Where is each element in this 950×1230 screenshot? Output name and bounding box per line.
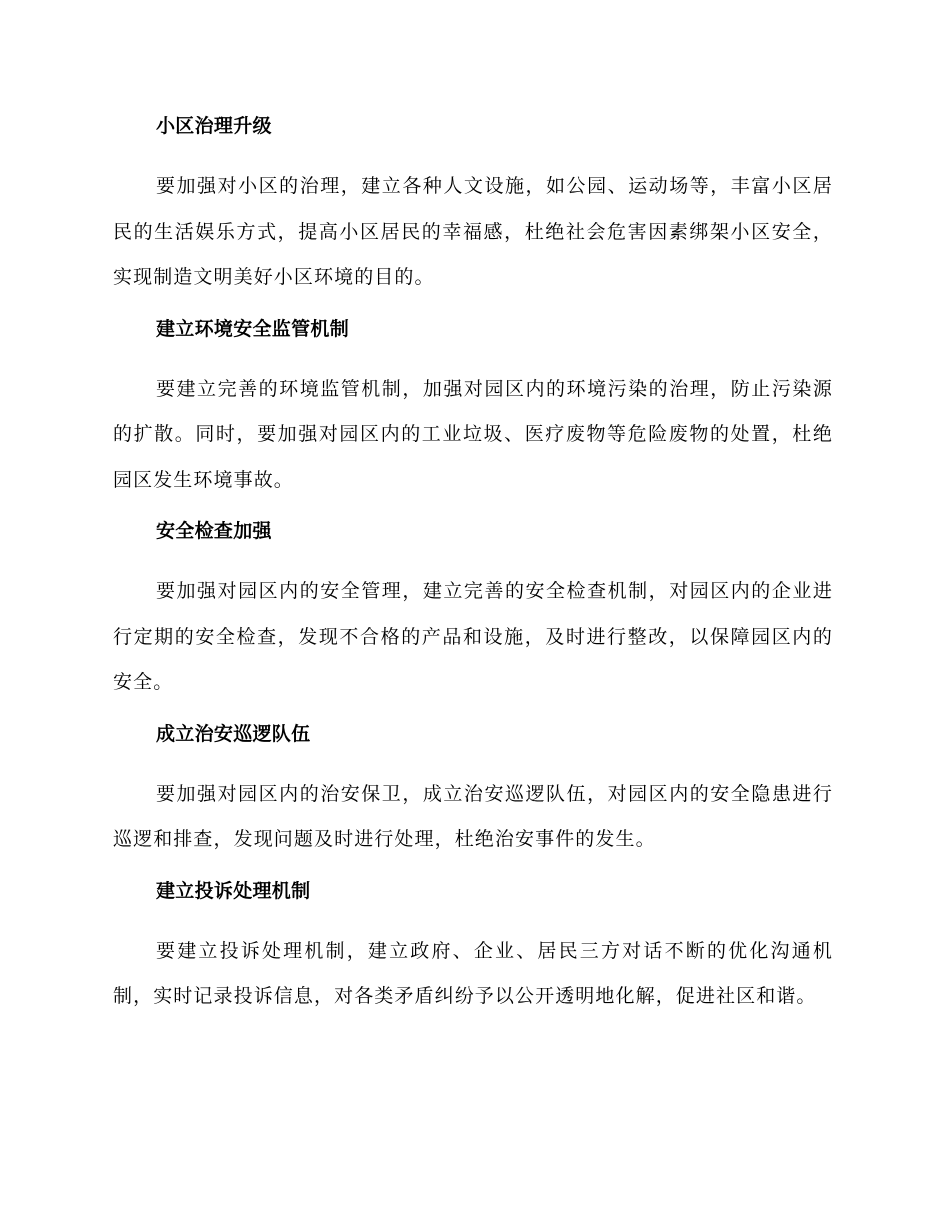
section-paragraph: 要加强对园区内的安全管理，建立完善的安全检查机制，对园区内的企业进行定期的安全检查，发现不合格的产品和设施，及时进行整改，以保障园区内的安全。: [113, 580, 833, 693]
section-paragraph: 要建立投诉处理机制，建立政府、企业、居民三方对话不断的优化沟通机制，实时记录投诉信息，对各类矛盾纠纷予以公开透明地化解，促进社区和谐。: [113, 939, 833, 1007]
section-heading: 小区治理升级: [156, 115, 272, 137]
section-safety-inspection: [113, 515, 833, 706]
section-paragraph: 要加强对小区的治理，建立各种人文设施，如公园、运动场等，丰富小区居民的生活娱乐方式，提高小区居民的幸福感，杜绝社会危害因素绑架小区安全，实现制造文明美好小区环境的目的。: [113, 175, 833, 288]
document-page: [113, 110, 833, 1032]
section-community-governance: [113, 110, 833, 301]
section-paragraph: 要加强对园区内的治安保卫，成立治安巡逻队伍，对园区内的安全隐患进行巡逻和排查，发现问题及时进行处理，杜绝治安事件的发生。: [113, 782, 833, 850]
section-security-patrol: [113, 718, 833, 863]
section-complaint-handling: [113, 875, 833, 1020]
section-heading: 安全检查加强: [156, 520, 272, 542]
section-paragraph: 要建立完善的环境监管机制，加强对园区内的环境污染的治理，防止污染源的扩散。同时，要加强对园区内的工业垃圾、医疗废物等危险废物的处置，杜绝园区发生环境事故。: [113, 377, 833, 491]
section-environment-supervision: [113, 313, 833, 504]
section-heading: 建立环境安全监管机制: [156, 317, 350, 340]
section-heading: 建立投诉处理机制: [156, 879, 311, 902]
section-heading: 成立治安巡逻队伍: [156, 722, 311, 745]
